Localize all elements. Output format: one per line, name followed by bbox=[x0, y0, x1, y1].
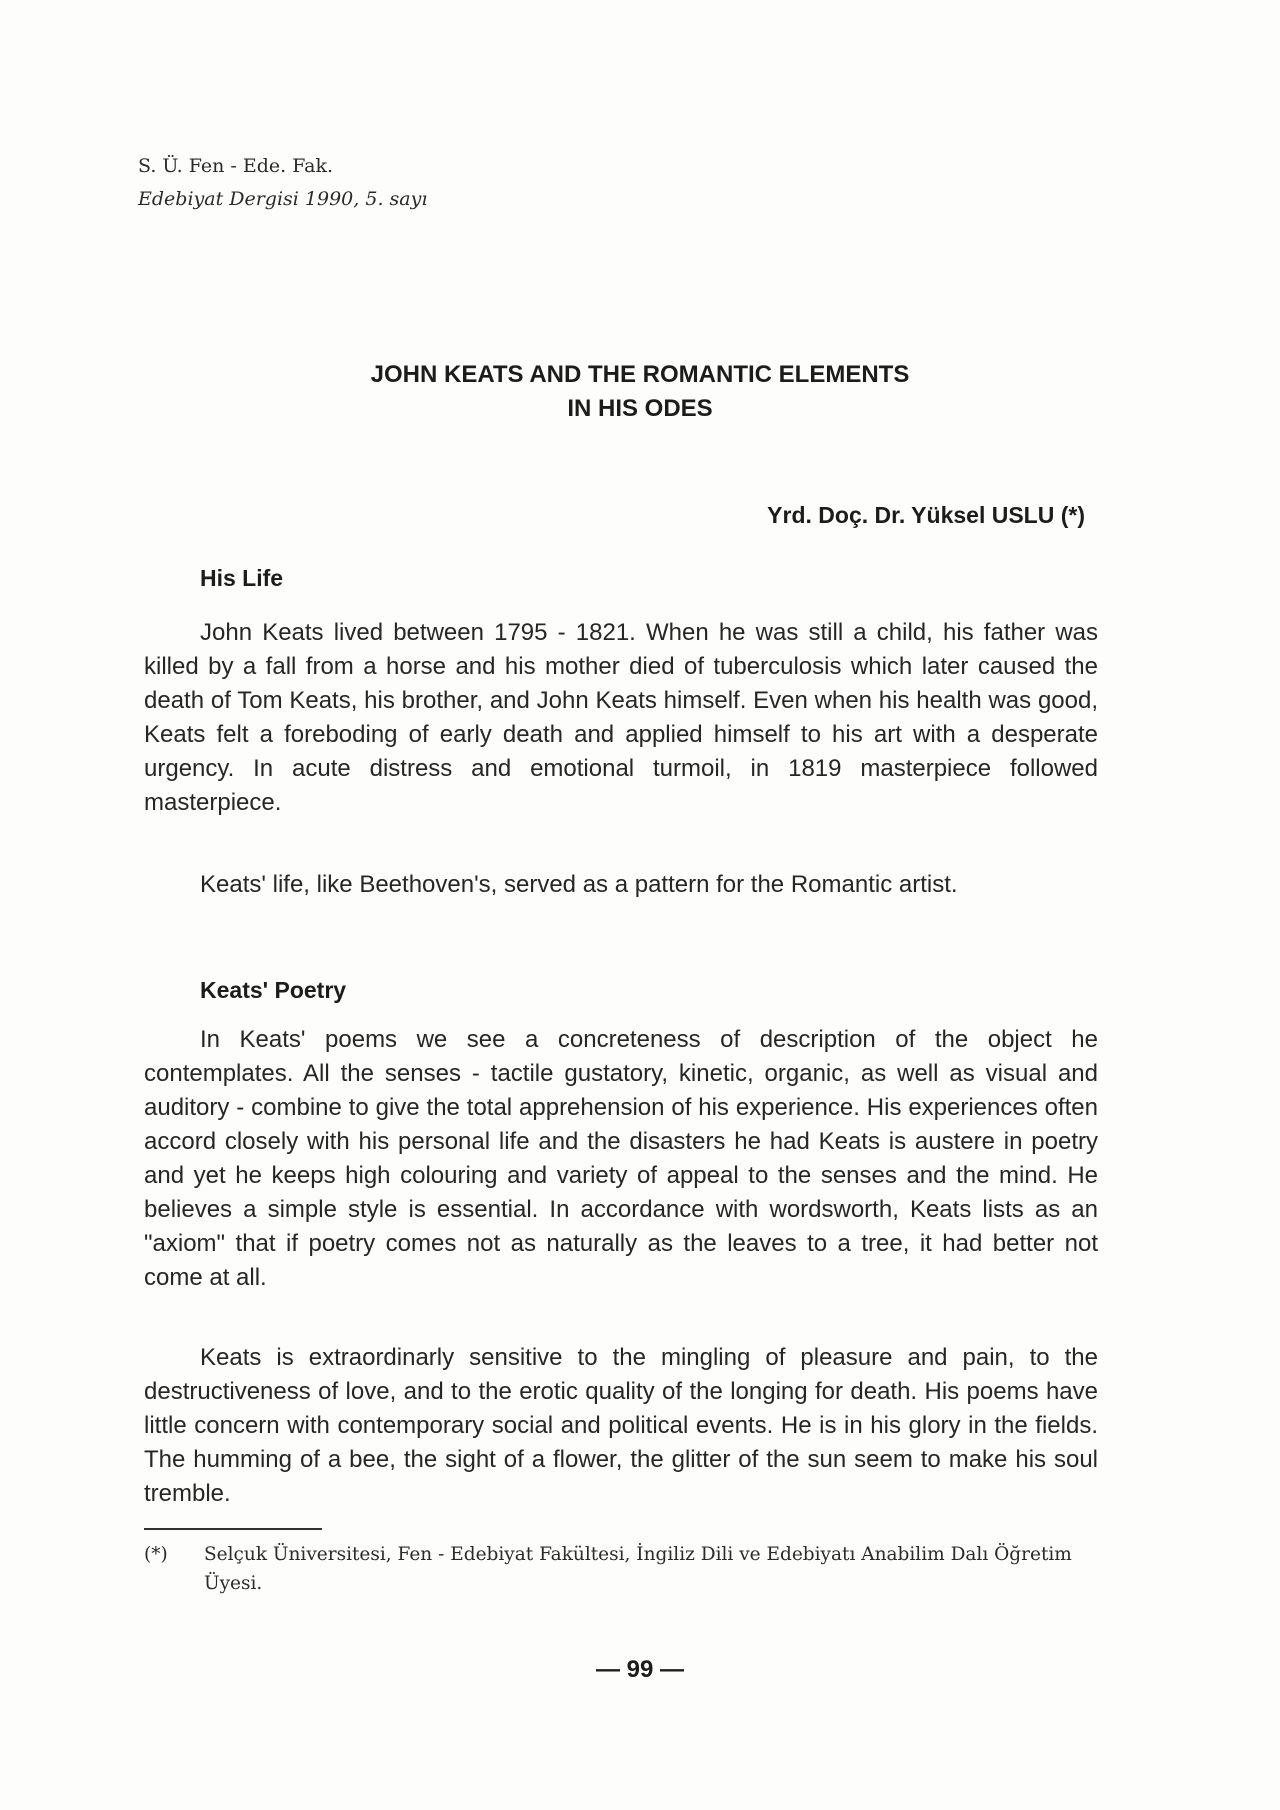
page-number: — 99 — bbox=[595, 1656, 685, 1683]
footnote-marker: (*) bbox=[144, 1544, 168, 1565]
paragraph: Keats' life, like Beethoven's, served as a pattern for the Romantic artist. bbox=[200, 871, 958, 898]
author-name: Yrd. Doç. Dr. Yüksel USLU (*) bbox=[767, 502, 1085, 528]
article-title bbox=[0, 358, 1280, 426]
institution-line: S. Ü. Fen - Ede. Fak. bbox=[138, 155, 334, 177]
journal-header bbox=[138, 150, 427, 216]
paragraph: In Keats' poems we see a concreteness of description of the object he contemplates. All the senses - tactile gustatory, kinetic, organic, as well as visual and auditory - combine to give the total apprehension of his experience. His experiences often accord closely with his personal life and the disasters he had Keats is austere in poetry and yet he keeps high colouring and variety of appeal to the senses and the mind. He believes a simple style is essential. In accordance with wordsworth, Keats lists as an "axiom" that if poetry comes not as naturally as the leaves to a tree, it had better not come at all. bbox=[144, 1026, 1098, 1291]
footnote-text: Selçuk Üniversitesi, Fen - Edebiyat Fakültesi, İngiliz Dili ve Edebiyatı Anabilim Dalı Öğretim Üyesi. bbox=[204, 1544, 1072, 1594]
title-line-1: JOHN KEATS AND THE ROMANTIC ELEMENTS bbox=[370, 361, 910, 388]
paragraph: John Keats lived between 1795 - 1821. When he was still a child, his father was killed by a fall from a horse and his mother died of tuberculosis which later caused the death of Tom Keats, his brother, and John Keats himself. Even when his health was good, Keats felt a foreboding of early death and applied himself to his art with a desperate urgency. In acute distress and emotional turmoil, in 1819 masterpiece followed masterpiece. bbox=[144, 619, 1098, 816]
footnote-divider bbox=[144, 1528, 322, 1530]
journal-issue-line: Edebiyat Dergisi 1990, 5. sayı bbox=[138, 188, 428, 210]
paragraph: Keats is extraordinarly sensitive to the mingling of pleasure and pain, to the destructiveness of love, and to the erotic quality of the longing for death. His poems have little concern with contemporary social and political events. He is in his glory in the fields. The humming of a bee, the sight of a flower, the glitter of the sun seem to make his soul tremble. bbox=[144, 1344, 1098, 1507]
title-line-2: IN HIS ODES bbox=[567, 395, 713, 422]
section-heading-his-life: His Life bbox=[200, 565, 284, 591]
footnote bbox=[144, 1540, 1104, 1598]
section-heading-keats-poetry: Keats' Poetry bbox=[200, 977, 347, 1003]
